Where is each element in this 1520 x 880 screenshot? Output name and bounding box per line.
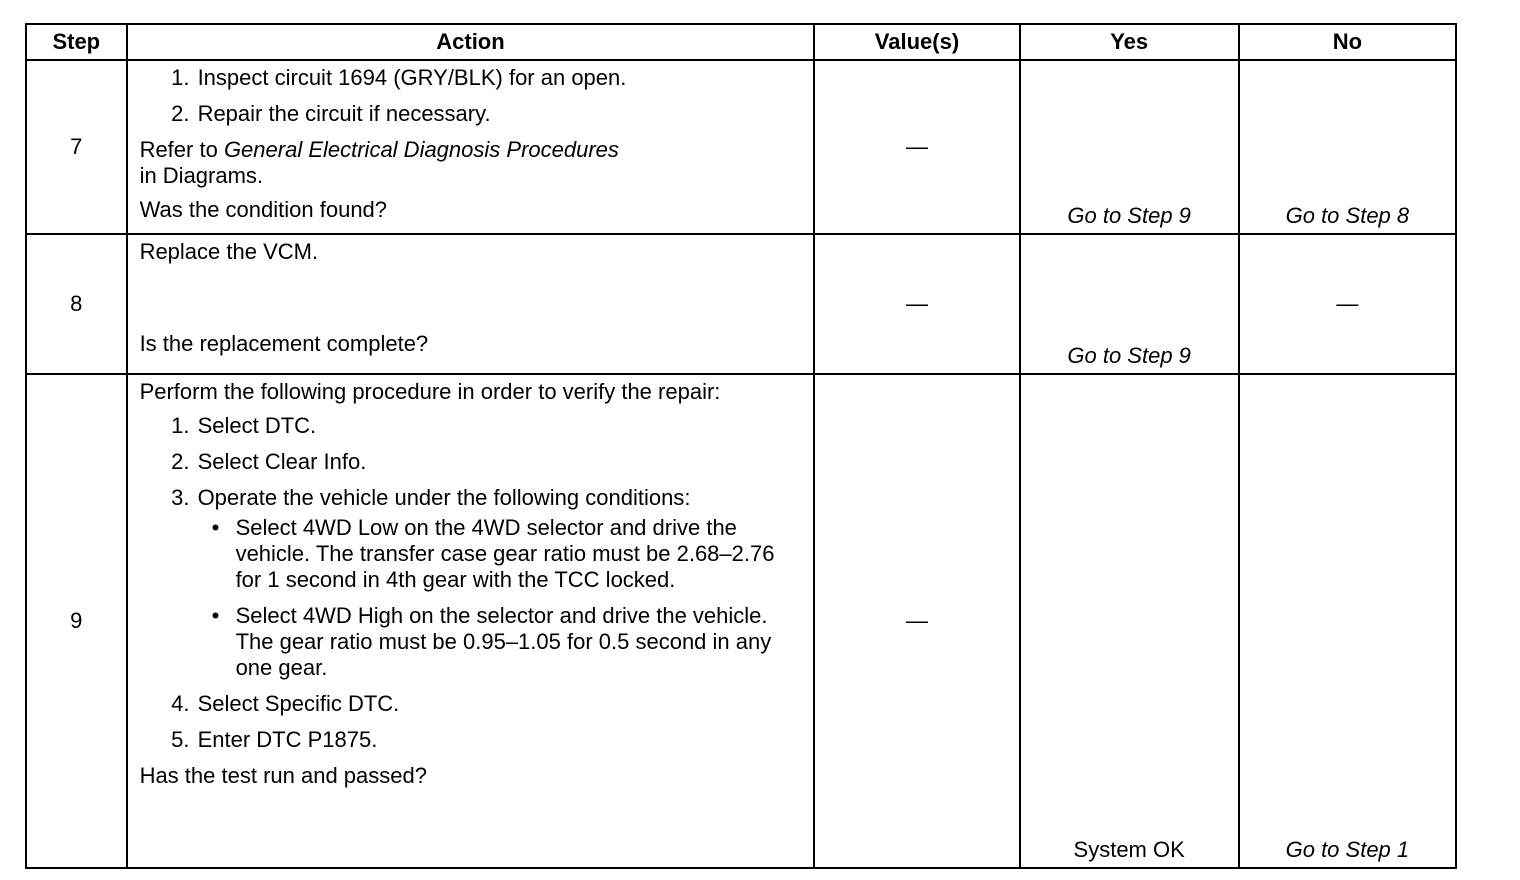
action-cell — [127, 234, 815, 374]
table-row — [26, 374, 1456, 868]
bullet-list — [198, 515, 804, 681]
action-list — [140, 413, 804, 681]
list-item — [196, 485, 804, 681]
step-number: 7 — [26, 60, 127, 234]
question-text: Was the condition found? — [139, 197, 388, 222]
header-no: No — [1239, 24, 1456, 60]
action-cell — [127, 374, 815, 868]
list-item: 1. Select DTC. — [196, 413, 804, 439]
value-cell: — — [814, 234, 1019, 374]
no-cell: Go to Step 8 — [1239, 60, 1456, 234]
header-action: Action — [127, 24, 815, 60]
refer-link-text: General Electrical Diagnosis Procedures — [223, 137, 619, 162]
bullet-item: • Select 4WD High on the selector and drive the vehicle. The gear ratio must be 0.95–1.05 for 0.5 second in any one gear. — [234, 603, 804, 681]
question-text: Has the test run and passed? — [139, 763, 427, 788]
list-item: 1. Inspect circuit 1694 (GRY/BLK) for an open. — [196, 65, 804, 91]
question-text: Is the replacement complete? — [139, 331, 429, 356]
refer-prefix: Refer to — [139, 137, 224, 162]
yes-cell: Go to Step 9 — [1020, 234, 1239, 374]
step-number: 8 — [26, 234, 127, 374]
table-row — [26, 60, 1456, 234]
action-cell — [127, 60, 815, 234]
intro-text: Perform the following procedure in order to verify the repair: — [139, 379, 721, 404]
yes-cell: System OK — [1020, 374, 1239, 868]
header-row — [26, 24, 1456, 60]
action-list — [140, 65, 804, 127]
diagnostic-table — [25, 23, 1457, 869]
list-item: 5. Enter DTC P1875. — [196, 727, 804, 753]
action-text: Replace the VCM. — [139, 239, 319, 264]
refer-text — [140, 137, 804, 163]
value-cell: — — [814, 374, 1019, 868]
header-yes: Yes — [1020, 24, 1239, 60]
header-step: Step — [26, 24, 127, 60]
header-values: Value(s) — [814, 24, 1019, 60]
no-cell: — — [1239, 234, 1456, 374]
list-item: 2. Repair the circuit if necessary. — [196, 101, 804, 127]
step-number: 9 — [26, 374, 127, 868]
value-cell: — — [814, 60, 1019, 234]
action-list-continued — [140, 691, 804, 753]
refer-suffix: in Diagrams. — [139, 163, 264, 188]
table-row — [26, 234, 1456, 374]
list-item: 2. Select Clear Info. — [196, 449, 804, 475]
yes-cell: Go to Step 9 — [1020, 60, 1239, 234]
bullet-item: • Select 4WD Low on the 4WD selector and drive the vehicle. The transfer case gear ratio must be 2.68–2.76 for 1 second in 4th gear with the TCC locked. — [234, 515, 804, 593]
list-item: 4. Select Specific DTC. — [196, 691, 804, 717]
no-cell: Go to Step 1 — [1239, 374, 1456, 868]
list-item-text: Operate the vehicle under the following conditions: — [197, 485, 691, 510]
